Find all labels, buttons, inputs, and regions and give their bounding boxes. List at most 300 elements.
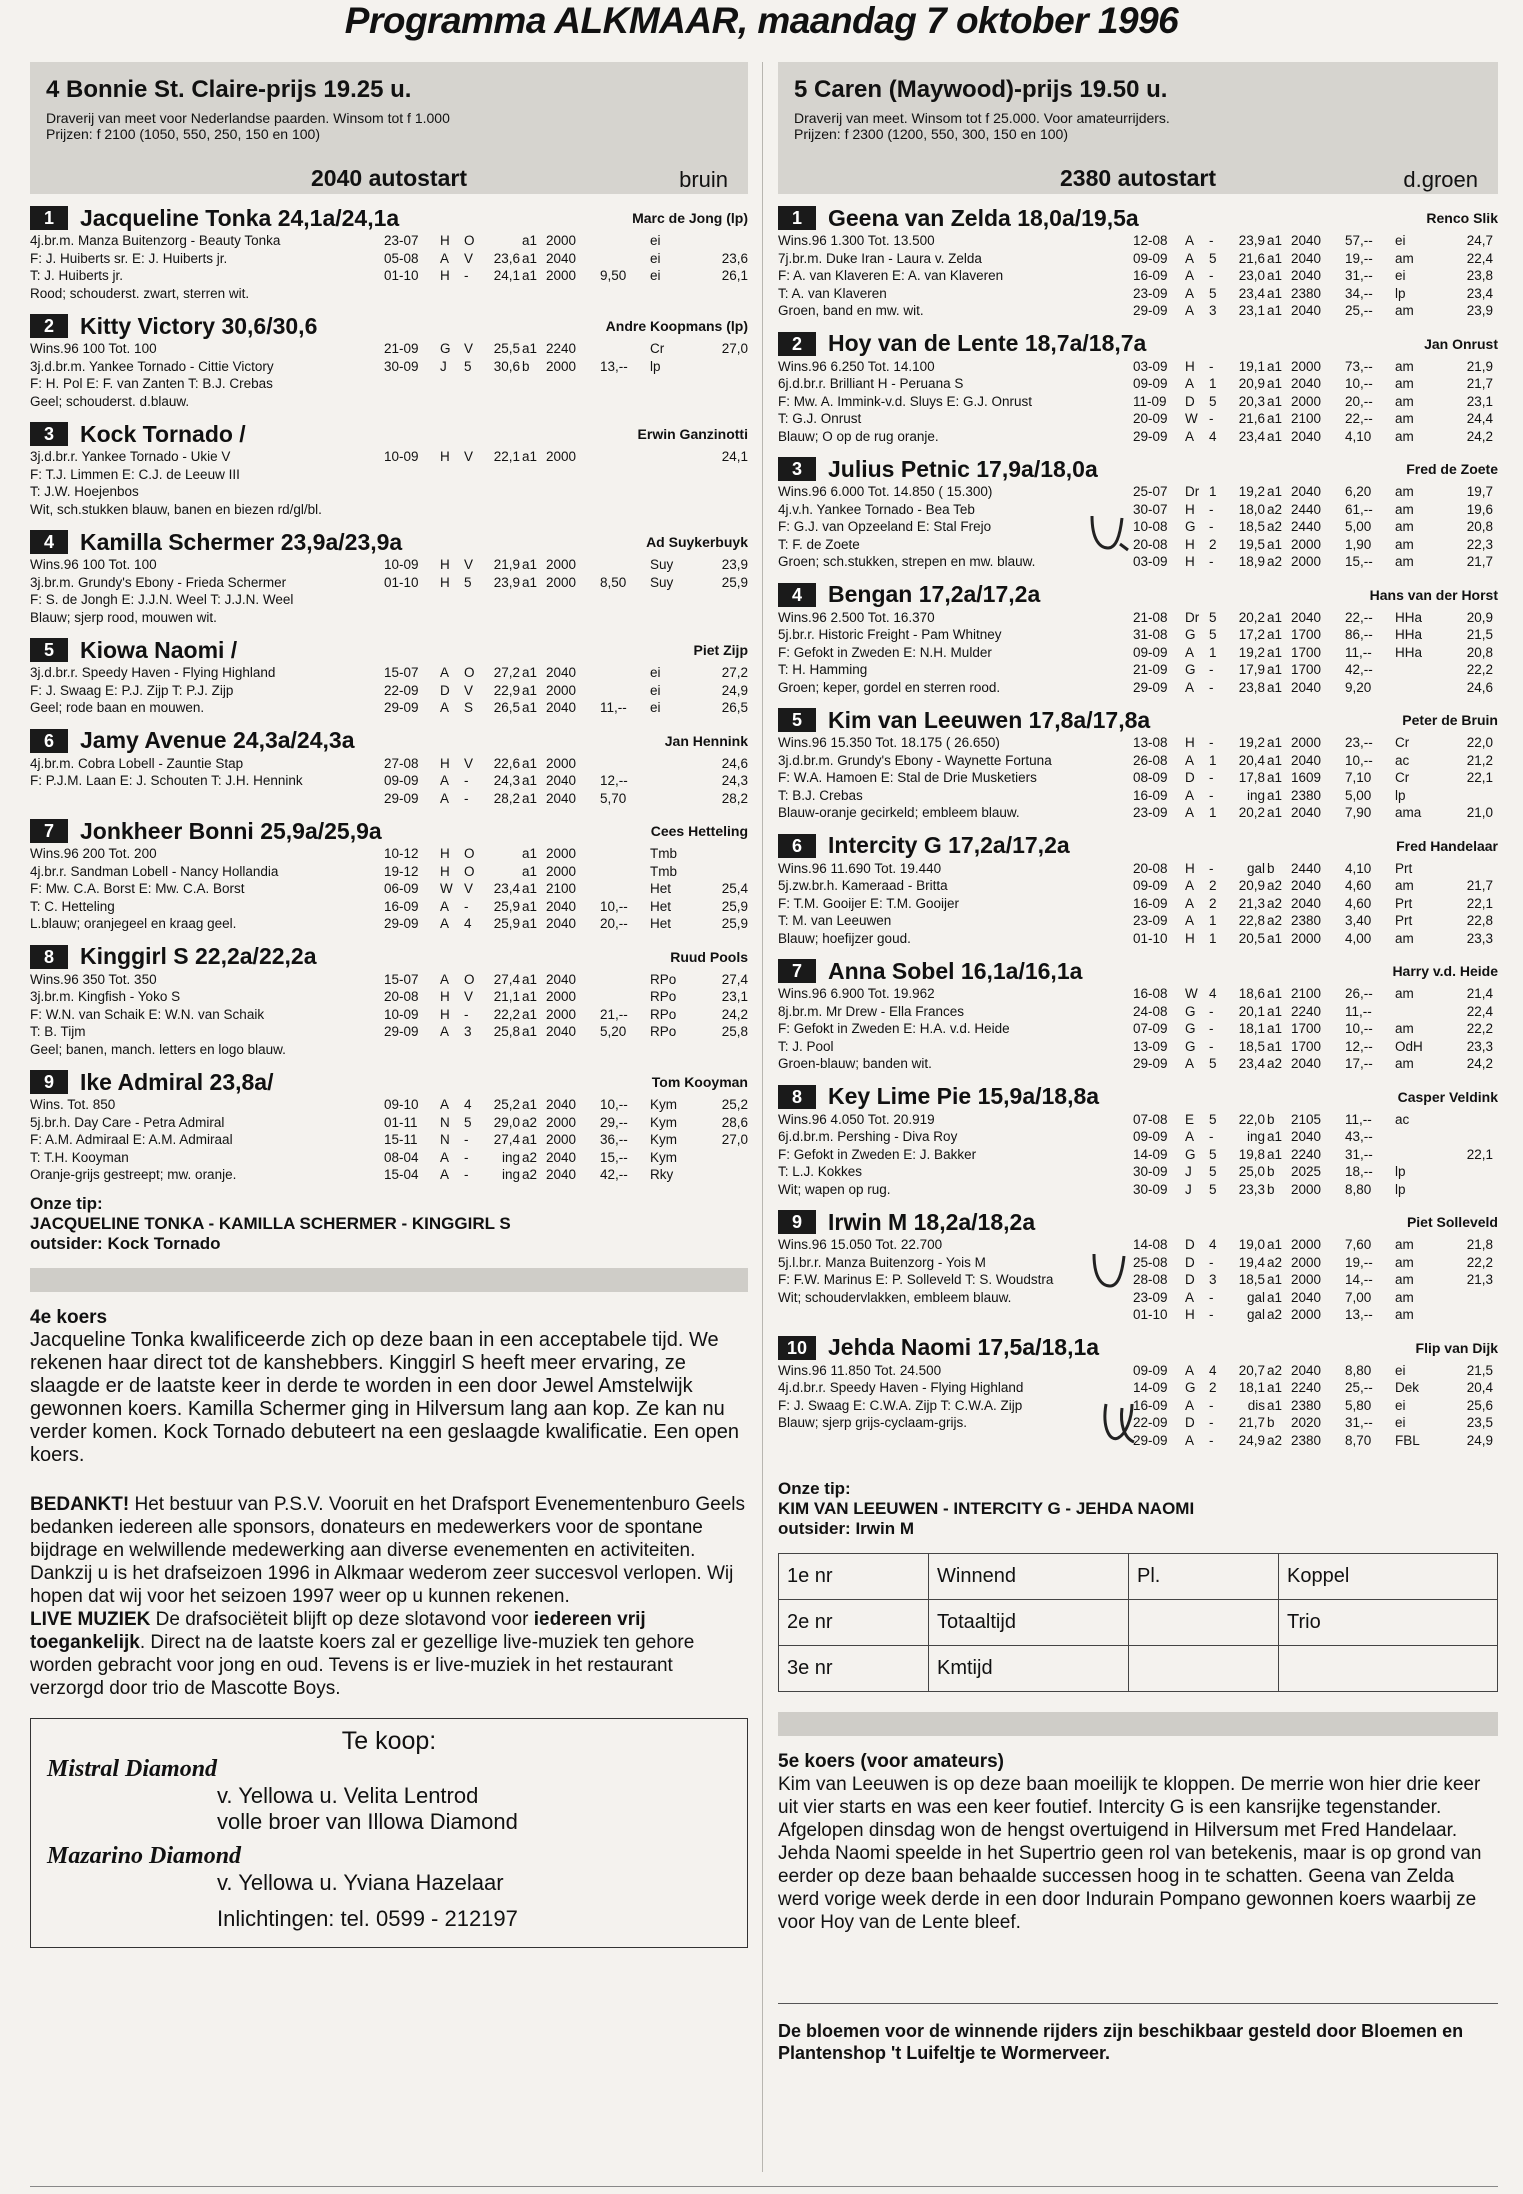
result-cell: Suy <box>650 557 674 572</box>
result-cell <box>1439 787 1493 805</box>
horse-info <box>778 1362 1133 1450</box>
result-cell: 2040 <box>1291 1129 1322 1144</box>
empty-cell[interactable] <box>1129 1600 1279 1646</box>
result-row <box>1133 661 1498 679</box>
result-cell: 21,9 <box>493 557 520 572</box>
horse-name: Bengan 17,2a/17,2a <box>828 581 1041 607</box>
result-cell <box>600 250 650 268</box>
horse-info-line: T: A. van Klaveren <box>778 285 887 301</box>
result-cell: a1 <box>1267 484 1283 499</box>
result-cell: a1 <box>1267 1272 1283 1287</box>
result-cell: Prt <box>1395 913 1413 928</box>
result-row <box>1133 1111 1498 1129</box>
result-row <box>384 699 748 717</box>
result-row <box>1133 1379 1498 1397</box>
horse-info-line: 3j.d.br.m. Grundy's Ebony - Waynette Fortuna <box>778 752 1052 768</box>
result-cell <box>1395 1146 1439 1164</box>
horse-body <box>778 232 1498 320</box>
horse-info <box>778 609 1133 697</box>
music-label: LIVE MUZIEK <box>30 1608 151 1630</box>
result-cell: 2040 <box>546 971 577 987</box>
result-cell: ac <box>1395 1111 1410 1127</box>
result-cell: 01-10 <box>1133 1307 1168 1322</box>
sale-horse-1: Mistral Diamond <box>47 1755 218 1782</box>
result-cell: 13-08 <box>1133 735 1168 750</box>
empty-cell[interactable] <box>1279 1646 1498 1692</box>
result-cell: a1 <box>522 898 538 914</box>
result-cell: A <box>440 773 450 788</box>
result-cell: 61,-- <box>1345 501 1373 517</box>
horse-info-line: Blauw-oranje gecirkeld; embleem blauw. <box>778 805 1020 820</box>
result-cell <box>650 448 694 466</box>
horse-name: Jonkheer Bonni 25,9a/25,9a <box>80 817 382 844</box>
result-row <box>1133 1306 1498 1324</box>
result-cell: 5 <box>1209 1146 1217 1162</box>
result-cell: V <box>464 557 474 572</box>
result-cell: A <box>1185 644 1195 660</box>
horse-name: Jehda Naomi 17,5a/18,1a <box>828 1334 1100 1360</box>
result-cell: 2040 <box>1291 805 1322 820</box>
horse-body <box>30 845 748 933</box>
result-cell: 23-09 <box>1133 913 1168 928</box>
result-cell: Prt <box>1395 860 1413 876</box>
result-cell: 2000 <box>1291 393 1322 409</box>
result-cell: 30,6 <box>493 358 520 374</box>
result-cell: a1 <box>522 700 538 715</box>
signature-line <box>778 1950 1498 2004</box>
result-cell: 10,-- <box>1345 376 1373 391</box>
horse-info <box>30 845 384 933</box>
result-cell: - <box>1209 1003 1214 1019</box>
horse-number: 1 <box>778 206 816 230</box>
result-cell: A <box>440 250 450 266</box>
result-cell: 29-09 <box>1133 1432 1168 1448</box>
place-cell[interactable]: Pl. <box>1129 1554 1279 1600</box>
result-cell: OdH <box>1395 1038 1423 1054</box>
horse-name: Intercity G 17,2a/17,2a <box>828 832 1070 858</box>
koppel-cell[interactable]: Koppel <box>1279 1554 1498 1600</box>
result-cell: 20,3 <box>1238 393 1265 409</box>
result-cell: 20,9 <box>1238 376 1265 391</box>
result-row <box>1133 518 1498 536</box>
horse-entry <box>30 204 748 302</box>
result-cell: 17,2 <box>1238 627 1265 642</box>
result-cell: 29-09 <box>384 916 419 931</box>
result-cell: D <box>1185 393 1195 409</box>
result-cell: a1 <box>1267 233 1283 248</box>
result-row <box>384 250 748 268</box>
result-cell: - <box>1209 233 1214 248</box>
result-cell: 2240 <box>1291 1380 1322 1395</box>
horse-driver: Cees Hetteling <box>650 823 748 839</box>
horse-driver: Renco Slik <box>1426 210 1498 226</box>
result-row <box>384 1114 748 1132</box>
result-cell: 23,6 <box>721 250 748 266</box>
horse-info-line: Wins.96 11.690 Tot. 19.440 <box>778 860 942 876</box>
result-cell: G <box>1185 1021 1196 1036</box>
result-cell: ei <box>1395 233 1406 248</box>
result-cell: 05-08 <box>384 250 419 266</box>
result-cell: G <box>1185 627 1196 642</box>
horse-info-line: T: G.J. Onrust <box>778 411 862 426</box>
result-cell: Kym <box>650 1114 677 1130</box>
result-cell: 12,-- <box>1345 1038 1373 1054</box>
result-cell: 19,-- <box>1345 1254 1373 1270</box>
result-cell: a1 <box>522 574 538 590</box>
result-row <box>1133 609 1498 627</box>
result-row <box>1133 1414 1498 1432</box>
horse-info-line: Blauw; O op de rug oranje. <box>778 428 939 444</box>
horse-body <box>30 755 748 808</box>
result-row <box>384 790 748 808</box>
horse-info-line: F: W.N. van Schaik E: W.N. van Schaik <box>30 1006 265 1022</box>
result-row <box>384 971 748 989</box>
result-row <box>384 988 748 1006</box>
commentary-heading: 4e koers <box>30 1306 108 1328</box>
horse-info-line: F: J. Swaag E: C.W.A. Zijp T: C.W.A. Zijp <box>778 1397 1023 1413</box>
result-2-cell[interactable]: 2e nr <box>779 1600 929 1646</box>
horse-number: 9 <box>30 1070 68 1094</box>
result-cell: A <box>440 700 450 715</box>
result-cell: b <box>1267 1164 1275 1179</box>
result-cell: 21,1 <box>493 989 520 1004</box>
result-cell: 25-08 <box>1133 1254 1168 1270</box>
horse-name: Kock Tornado / <box>80 420 246 447</box>
result-cell: 2000 <box>1291 1237 1322 1252</box>
result-cell: a1 <box>1267 393 1283 409</box>
horse-driver: Andre Koopmans (lp) <box>605 318 748 334</box>
result-cell <box>600 863 650 881</box>
horse-info-line: T: J. Pool <box>778 1038 834 1054</box>
result-cell: 27,0 <box>721 1132 748 1147</box>
result-cell: 2000 <box>1291 735 1322 750</box>
result-cell: 4 <box>1209 1237 1217 1252</box>
horse-number: 2 <box>778 332 816 356</box>
tip-label: Onze tip: <box>778 1479 851 1498</box>
result-cell: A <box>1185 1289 1195 1305</box>
result-cell <box>600 755 650 773</box>
result-cell: a1 <box>1267 285 1283 301</box>
horse-driver: Casper Veldink <box>1397 1088 1498 1105</box>
handwritten-mark <box>1098 1398 1142 1457</box>
result-cell: a1 <box>522 773 538 788</box>
horse-info-line: Geel; schouderst. d.blauw. <box>30 393 190 409</box>
result-cell: G <box>1185 1380 1196 1395</box>
result-cell: O <box>464 665 475 680</box>
race4-commentary <box>30 1306 748 1467</box>
result-cell <box>694 358 748 376</box>
result-cell: 31,-- <box>1345 1415 1373 1430</box>
result-row <box>384 1096 748 1114</box>
horse-header <box>30 727 748 755</box>
result-cell: 23,1 <box>721 989 748 1004</box>
result-cell: - <box>1209 1397 1214 1413</box>
result-cell: G <box>440 341 451 356</box>
horse-results <box>384 755 748 808</box>
result-cell: a1 <box>522 755 538 771</box>
result-cell: am <box>1395 428 1414 444</box>
result-row <box>1133 375 1498 393</box>
horse-info-line: F: Mw. A. Immink-v.d. Sluys E: G.J. Onrust <box>778 393 1033 409</box>
result-row <box>1133 877 1498 895</box>
result-cell: 03-09 <box>1133 358 1168 374</box>
result-cell: 19,0 <box>1238 1237 1265 1252</box>
result-cell: am <box>1395 554 1414 569</box>
horse-driver: Piet Zijp <box>693 642 748 658</box>
result-row <box>1133 679 1498 697</box>
result-cell: 5 <box>1209 609 1217 625</box>
result-cell: 2000 <box>1291 536 1322 552</box>
result-cell: dis <box>1247 1397 1265 1413</box>
result-cell: 22,8 <box>1238 913 1265 928</box>
result-cell: 11,-- <box>1345 644 1372 660</box>
result-cell <box>1395 1003 1439 1021</box>
result-cell: 20,2 <box>1238 609 1265 625</box>
result-cell: S <box>464 700 474 715</box>
result-cell: ing <box>501 1149 520 1165</box>
result-cell: 27,4 <box>721 971 748 987</box>
result-cell: A <box>440 1167 450 1182</box>
sale-horse-2-pedigree: v. Yellowa u. Yviana Hazelaar <box>217 1869 504 1895</box>
horse-entry <box>778 1208 1498 1324</box>
result-cell: a1 <box>1267 609 1283 625</box>
result-cell: 1700 <box>1291 627 1322 642</box>
result-cell: 20,2 <box>1238 805 1265 820</box>
result-cell: 3 <box>464 1024 472 1039</box>
horse-driver: Flip van Dijk <box>1415 1339 1498 1356</box>
result-cell: 2000 <box>546 1114 577 1130</box>
horse-body <box>778 1111 1498 1199</box>
result-cell: b <box>1267 1111 1275 1127</box>
horse-results <box>1133 734 1498 822</box>
sale-horse-1-note: volle broer van Illowa Diamond <box>217 1808 518 1834</box>
result-cell <box>1439 860 1493 878</box>
result-cell: a1 <box>1267 1003 1283 1019</box>
result-cell: N <box>440 1114 450 1130</box>
result-cell: V <box>464 341 474 356</box>
result-row <box>1133 626 1498 644</box>
result-cell: ei <box>650 233 661 248</box>
result-cell: 09-09 <box>1133 1129 1168 1144</box>
result-cell: - <box>1209 1307 1214 1322</box>
result-cell: 31,-- <box>1345 1146 1373 1162</box>
horse-header <box>778 1208 1498 1236</box>
result-cell: a1 <box>522 341 538 356</box>
horse-name: Geena van Zelda 18,0a/19,5a <box>828 204 1139 231</box>
result-row <box>1133 912 1498 930</box>
result-cell: 25,8 <box>493 1024 520 1039</box>
column-divider <box>762 62 763 2172</box>
result-cell: 19,1 <box>1238 358 1265 374</box>
horse-info <box>778 985 1133 1073</box>
result-cell: 20-09 <box>1133 411 1168 426</box>
trio-cell[interactable]: Trio <box>1279 1600 1498 1646</box>
result-row <box>1133 1432 1498 1450</box>
result-row <box>1133 1128 1498 1146</box>
result-cell: 2040 <box>546 916 577 931</box>
result-row <box>1133 267 1498 285</box>
horse-header <box>778 706 1498 734</box>
result-cell: - <box>1209 411 1214 426</box>
result-cell: 4 <box>464 1097 472 1112</box>
result-cell: 23,-- <box>1345 735 1373 750</box>
result-cell: FBL <box>1395 1432 1420 1448</box>
result-cell: 2000 <box>1291 1254 1322 1270</box>
result-cell: - <box>464 898 469 914</box>
result-cell: 10-09 <box>384 557 419 572</box>
horse-entry <box>30 1068 748 1184</box>
result-cell: - <box>1209 1289 1214 1305</box>
empty-cell[interactable] <box>1129 1646 1279 1692</box>
result-cell: 2040 <box>1291 1289 1322 1305</box>
result-cell: 2040 <box>1291 233 1322 248</box>
race4-conditions: Draverij van meet voor Nederlandse paarden. Winsom tot f 1.000 <box>46 110 450 126</box>
result-cell: RPo <box>650 989 677 1004</box>
result-cell: J <box>440 358 447 374</box>
result-cell: 23,4 <box>1238 285 1265 301</box>
horse-info-line: F: T.J. Limmen E: C.J. de Leeuw III <box>30 466 240 482</box>
result-3-cell[interactable]: 3e nr <box>779 1646 929 1692</box>
result-cell: am <box>1395 250 1414 266</box>
result-cell: 31-08 <box>1133 627 1168 642</box>
result-cell <box>694 1149 748 1167</box>
result-cell: 2040 <box>1291 376 1322 391</box>
horse-header <box>30 1068 748 1096</box>
result-cell: 22,-- <box>1345 411 1373 426</box>
horse-info-line: F: A. van Klaveren E: A. van Klaveren <box>778 268 1004 283</box>
sale-horse-1-pedigree: v. Yellowa u. Velita Lentrod <box>217 1782 479 1808</box>
result-cell: 12-08 <box>1133 233 1168 248</box>
horse-info-line: F: S. de Jongh E: J.J.N. Weel T: J.J.N. Weel <box>30 592 294 607</box>
result-cell: a1 <box>1267 411 1283 426</box>
result-cell: 5 <box>464 1114 472 1130</box>
totaaltijd-cell[interactable]: Totaaltijd <box>929 1600 1129 1646</box>
result-cell: a1 <box>522 863 538 879</box>
result-cell: am <box>1395 536 1414 552</box>
result-row <box>1133 536 1498 554</box>
result-cell: Kym <box>650 1132 677 1147</box>
horse-info-line: 6j.d.br.m. Pershing - Diva Roy <box>778 1129 958 1144</box>
result-cell: b <box>1267 1415 1275 1430</box>
winnend-cell[interactable]: Winnend <box>929 1554 1129 1600</box>
tip-label: Onze tip: <box>30 1193 103 1213</box>
result-cell: 22,4 <box>1466 250 1493 266</box>
result-cell: 19,5 <box>1238 536 1265 552</box>
result-cell: am <box>1395 303 1414 318</box>
result-cell <box>600 556 650 574</box>
result-cell: G <box>1185 1146 1196 1162</box>
result-cell: A <box>1185 878 1195 893</box>
result-cell: a1 <box>1267 930 1283 946</box>
result-cell: 29-09 <box>1133 303 1168 318</box>
result-cell: 21,9 <box>1466 358 1493 374</box>
result-cell: 2040 <box>1291 1362 1322 1378</box>
result-cell: a1 <box>1267 627 1283 642</box>
result-cell: Kym <box>650 1149 677 1165</box>
result-cell: A <box>1185 787 1195 803</box>
result-cell: ama <box>1395 805 1422 820</box>
commentary-text: Kim van Leeuwen is op deze baan moeilijk te kloppen. De merrie won hier drie keer uit vier starts en was een keer foutief. Intercity G is een kansrijke tegenstander. Afgelopen dinsdag won de hengst overtuigend in Hilversum met Fred Handelaar. Jehda Naomi speelde in het Supertrio geen rol van betekenis, maar is op grond van eerder op deze baan behaalde successen hoog in te schatten. Geena van Zelda werd vorige week derde in een door Indurain Pompano gewonnen koers waarbij ze voor Hoy van de Lente bleef. <box>778 1774 1482 1933</box>
result-row <box>1133 1397 1498 1415</box>
result-cell: - <box>1209 787 1214 803</box>
result-cell <box>694 1166 748 1184</box>
result-row <box>1133 393 1498 411</box>
horse-header <box>30 817 748 845</box>
result-row <box>384 556 748 574</box>
result-cell: 21,0 <box>1466 805 1493 820</box>
horse-info-line: F: Gefokt in Zweden E: H.A. v.d. Heide <box>778 1021 1010 1036</box>
horse-entry <box>778 832 1498 948</box>
result-cell: 11,-- <box>1345 1003 1372 1019</box>
result-cell: 2040 <box>546 1149 577 1165</box>
result-cell: 4,60 <box>1345 878 1372 893</box>
result-cell: lp <box>1395 787 1406 803</box>
result-cell: 19,-- <box>1345 250 1373 266</box>
result-cell: 24,9 <box>1466 1432 1493 1448</box>
result-row <box>1133 985 1498 1003</box>
result-cell: 3 <box>1209 303 1217 318</box>
result-cell: H <box>1185 860 1195 876</box>
result-cell: - <box>1209 1432 1214 1448</box>
horse-info-line: F: H. Pol E: F. van Zanten T: B.J. Crebas <box>30 376 273 391</box>
result-cell: 1609 <box>1291 770 1322 785</box>
result-cell: 18,1 <box>1238 1021 1265 1036</box>
result-cell: 2 <box>1209 1380 1217 1395</box>
result-cell: 16-08 <box>1133 986 1168 1001</box>
horse-number: 3 <box>30 422 68 446</box>
result-cell: ing <box>1246 787 1265 803</box>
result-cell: a1 <box>522 989 538 1004</box>
result-cell: 4,10 <box>1345 428 1372 444</box>
result-cell: 24,6 <box>721 755 748 771</box>
result-cell: 23,9 <box>493 574 520 590</box>
result-cell: 13-09 <box>1133 1038 1168 1054</box>
result-cell: 18,5 <box>1238 519 1265 534</box>
result-row <box>1133 1236 1498 1254</box>
result-cell: 21,6 <box>1238 250 1265 266</box>
result-cell: H <box>440 557 450 572</box>
result-cell: b <box>1267 1181 1275 1197</box>
kmtijd-cell[interactable]: Kmtijd <box>929 1646 1129 1692</box>
result-cell: 19,6 <box>1466 501 1493 517</box>
horse-name: Kim van Leeuwen 17,8a/17,8a <box>828 706 1151 733</box>
result-cell: a2 <box>522 1114 538 1130</box>
horse-driver: Jan Onrust <box>1424 335 1498 352</box>
race4-start: 2040 autostart <box>311 165 467 191</box>
result-cell: ing <box>1246 1129 1265 1144</box>
result-cell: A <box>1185 1056 1195 1071</box>
result-cell: 2040 <box>1291 609 1322 625</box>
horse-info-line: Wins.96 100 Tot. 100 <box>30 557 157 572</box>
result-cell: a2 <box>1267 501 1283 517</box>
result-cell: - <box>464 773 469 788</box>
result-cell: 03-09 <box>1133 554 1168 569</box>
horse-info-line: 6j.d.br.r. Brilliant H - Peruana S <box>778 376 964 391</box>
result-cell: 2000 <box>1291 930 1322 946</box>
horse-driver: Tom Kooyman <box>651 1074 748 1090</box>
horse-body <box>30 1096 748 1184</box>
result-row <box>384 1023 748 1041</box>
result-1-cell[interactable]: 1e nr <box>779 1554 929 1600</box>
result-cell: 09-09 <box>1133 878 1168 893</box>
race4-title: 4 Bonnie St. Claire-prijs 19.25 u. <box>46 76 412 103</box>
result-cell: - <box>464 268 469 283</box>
horse-info-line: Wins. Tot. 850 <box>30 1097 116 1112</box>
horse-entry <box>778 957 1498 1073</box>
horse-info-line: 3j.d.br.r. Speedy Haven - Flying Highland <box>30 665 276 680</box>
result-cell <box>482 863 520 881</box>
result-cell: H <box>1185 554 1195 569</box>
